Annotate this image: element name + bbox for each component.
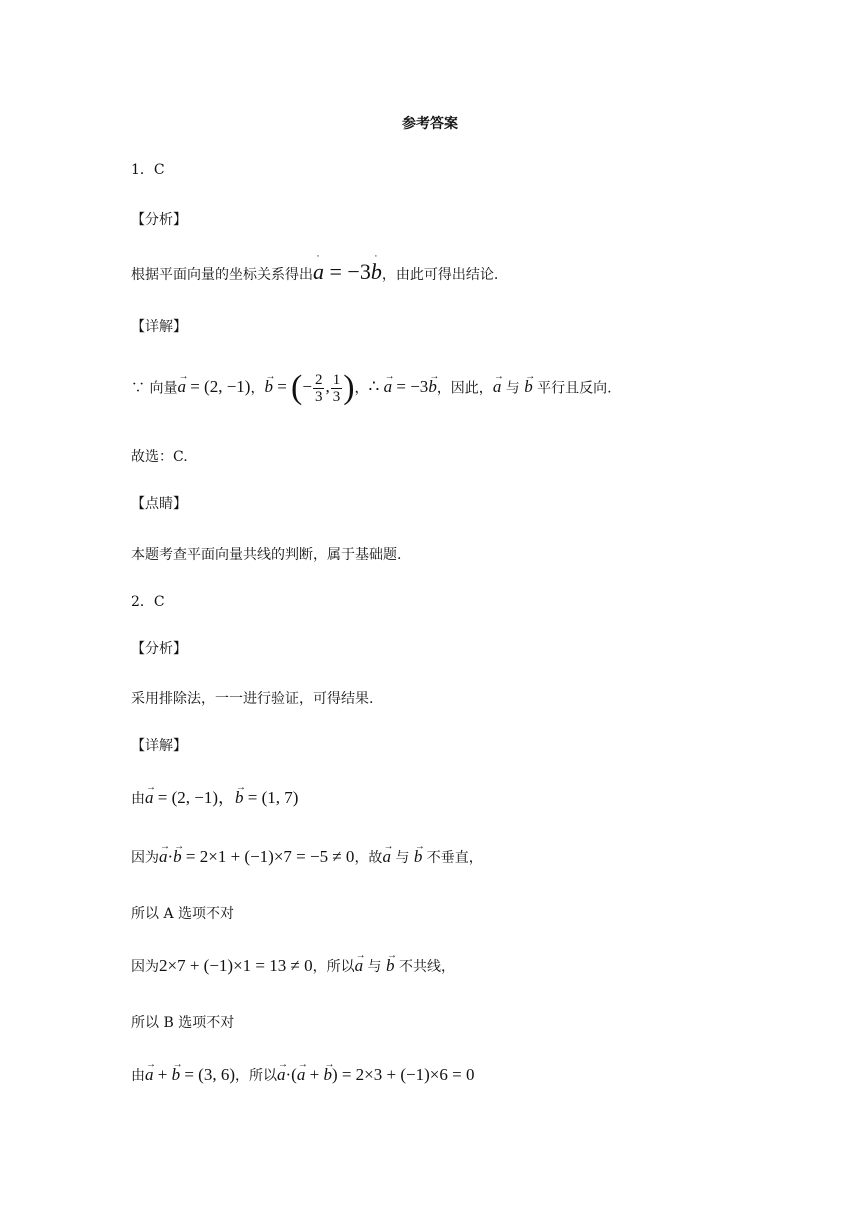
q2-line6-you: 由 bbox=[131, 1068, 145, 1084]
q2-line2-end: 不垂直， bbox=[426, 850, 483, 866]
q2-analysis-head: 【分析】 bbox=[131, 641, 187, 657]
q2-line4-mid: ，所以 bbox=[312, 959, 355, 975]
q2-line5: 所以 B 选项不对 bbox=[131, 1015, 235, 1031]
q2-dot-product: → a·→ b = 2×1 + (−1)×7 = −5 ≠ 0 bbox=[159, 847, 354, 866]
q2-sum: → a + → b = (3, 6) bbox=[145, 1065, 235, 1084]
q1-choose: 故选：C. bbox=[131, 449, 188, 465]
q2-analysis: 采用排除法，一一进行验证，可得结果. bbox=[131, 691, 374, 707]
q2-line4-end: 不共线， bbox=[398, 959, 455, 975]
q2-line4-yu: 与 bbox=[367, 959, 382, 975]
q1-analysis-post: ，由此可得出结论. bbox=[381, 267, 499, 283]
q2-line3: 所以 A 选项不对 bbox=[131, 906, 235, 922]
q1-detail-end: 平行且反向. bbox=[537, 380, 612, 397]
q1-comment-head: 【点睛】 bbox=[131, 496, 187, 512]
q1-number: 1．C bbox=[131, 162, 165, 178]
q1-analysis-pre: 根据平面向量的坐标关系得出 bbox=[131, 267, 313, 283]
q2-line2-because: 因为 bbox=[131, 850, 159, 866]
q2-line2-yu: 与 bbox=[395, 850, 410, 866]
q1-vector-b: → b = (− $\frac{2}{3}$ , $\frac{1}{3}$ ) bbox=[264, 377, 354, 396]
q1-formula: ˙ a = −3˙ b bbox=[313, 259, 382, 284]
q1-detail-head: 【详解】 bbox=[131, 319, 187, 335]
q1-analysis-head: 【分析】 bbox=[131, 212, 187, 228]
q1-vector-a: → a = (2, −1) bbox=[177, 377, 250, 396]
q1-yu: 与 bbox=[505, 380, 520, 397]
q1-analysis-line bbox=[131, 259, 499, 285]
q2-cross-check: 2×7 + (−1)×1 = 13 ≠ 0 bbox=[159, 956, 313, 975]
q1-detail-line: ∵ 向量→ a = (2, −1)，→ b = (− $\frac{2}{3}$ , $\frac{1}{3}$ )，∴ → a = −3→ b，因此，→ a 与 → b 平行且反向. bbox=[131, 372, 612, 405]
q1-comment: 本题考查平面向量共线的判断，属于基础题. bbox=[131, 547, 402, 563]
q2-line4-because: 因为 bbox=[131, 959, 159, 975]
q1-therefore-text: ，因此， bbox=[436, 380, 493, 397]
q2-line6 bbox=[131, 1065, 474, 1086]
q2-number: 2．C bbox=[131, 594, 165, 610]
q1-detail-because: ∵ 向量 bbox=[131, 380, 178, 397]
page-title: 参考答案 bbox=[402, 116, 458, 132]
q2-line6-mid: ，所以 bbox=[235, 1068, 278, 1084]
q2-sum-dot: → a·(→ a + → b) = 2×3 + (−1)×6 = 0 bbox=[277, 1065, 474, 1084]
q2-line4: 因为2×7 + (−1)×1 = 13 ≠ 0，所以→ a 与 → b 不共线， bbox=[131, 956, 455, 977]
q2-vectors: → a = (2, −1)，→ b = (1, 7) bbox=[145, 788, 298, 807]
q2-line1 bbox=[131, 788, 298, 809]
q2-line1-you: 由 bbox=[131, 791, 145, 807]
q1-therefore: ∴ → a = −3→ b bbox=[369, 377, 437, 396]
q2-line2-mid: ，故 bbox=[354, 850, 383, 866]
q2-detail-head: 【详解】 bbox=[131, 738, 187, 754]
q2-line2: 因为→ a·→ b = 2×1 + (−1)×7 = −5 ≠ 0，故→ a 与 → b 不垂直， bbox=[131, 847, 483, 868]
